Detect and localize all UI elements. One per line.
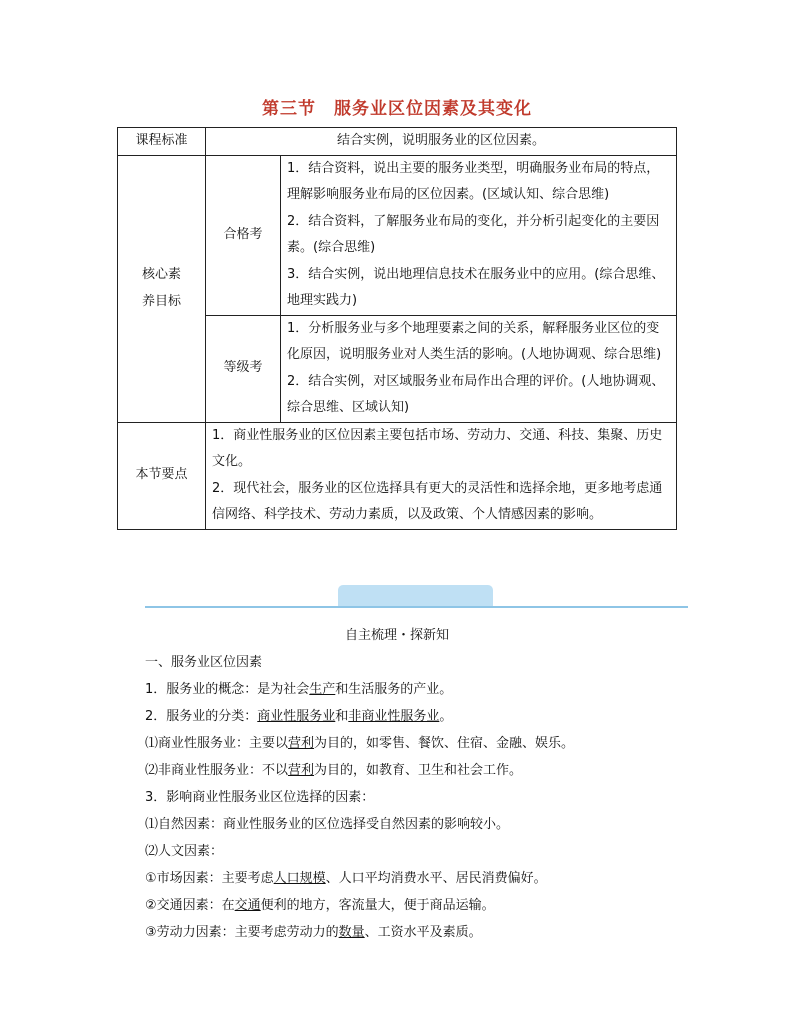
list-item: 2．结合资料，了解服务业布局的变化，并分析引起变化的主要因素。(综合思维) — [287, 213, 660, 255]
list-item: ⑴自然因素：商业性服务业的区位选择受自然因素的影响较小。 — [145, 817, 510, 832]
list-item: 1．结合资料，说出主要的服务业类型，明确服务业布局的特点，理解影响服务业布局的区位因素。(区域认知、综合思维) — [287, 160, 660, 202]
pass-exam-goals — [281, 155, 677, 315]
table-row — [118, 128, 677, 156]
curriculum-label: 课程标准 — [118, 128, 206, 156]
list-item: ⑵非商业性服务业：不以营利为目的，如教育、卫生和社会工作。 — [145, 763, 523, 778]
table-row — [118, 422, 677, 529]
core-goal-label — [118, 155, 206, 422]
list-item: 1．商业性服务业的区位因素主要包括市场、劳动力、交通、科技、集聚、历史文化。 — [212, 427, 663, 469]
grade-exam-goals — [281, 315, 677, 422]
list-item: ③劳动力因素：主要考虑劳动力的数量、工资水平及素质。 — [145, 925, 482, 940]
list-item: ②交通因素：在交通便利的地方，客流量大，便于商品运输。 — [145, 898, 495, 913]
list-item: 2．结合实例，对区域服务业布局作出合理的评价。(人地协调观、综合思维、区域认知) — [287, 373, 665, 415]
study-notes — [145, 649, 705, 946]
pass-exam-label: 合格考 — [206, 155, 281, 315]
list-item: 3．影响商业性服务业区位选择的因素： — [145, 790, 375, 805]
section-subtitle: 自主梳理・探新知 — [344, 628, 449, 643]
page-title: 第三节 服务业区位因素及其变化 — [262, 99, 532, 119]
core-goal-label-line2: 养目标 — [141, 293, 181, 309]
grade-exam-label: 等级考 — [206, 315, 281, 422]
list-item: 2．现代社会，服务业的区位选择具有更大的灵活性和选择余地，更多地考虑通信网络、科学技术、劳动力素质，以及政策、个人情感因素的影响。 — [212, 480, 663, 522]
list-item: 1．分析服务业与多个地理要素之间的关系，解释服务业区位的变化原因，说明服务业对人类生活的影响。(人地协调观、综合思维) — [287, 320, 662, 362]
list-item: ⑵人文因素： — [145, 844, 224, 859]
curriculum-table — [117, 127, 677, 530]
list-item: 2．服务业的分类：商业性服务业和非商业性服务业。 — [145, 709, 453, 724]
curriculum-text: 结合实例，说明服务业的区位因素。 — [206, 128, 677, 156]
key-points — [206, 422, 677, 529]
section-tab — [338, 585, 493, 607]
list-item: 3．结合实例，说出地理信息技术在服务业中的应用。(综合思维、地理实践力) — [287, 266, 665, 308]
table-row — [118, 155, 677, 315]
core-goal-label-line1: 核心素 — [141, 267, 181, 282]
list-item: ⑴商业性服务业：主要以营利为目的，如零售、餐饮、住宿、金融、娱乐。 — [145, 736, 575, 751]
list-item: ①市场因素：主要考虑人口规模、人口平均消费水平、居民消费偏好。 — [145, 871, 547, 886]
list-item: 1．服务业的概念：是为社会生产和生活服务的产业。 — [145, 682, 453, 697]
section-divider — [145, 606, 688, 608]
section-heading: 一、服务业区位因素 — [145, 655, 263, 670]
key-points-label: 本节要点 — [118, 422, 206, 529]
